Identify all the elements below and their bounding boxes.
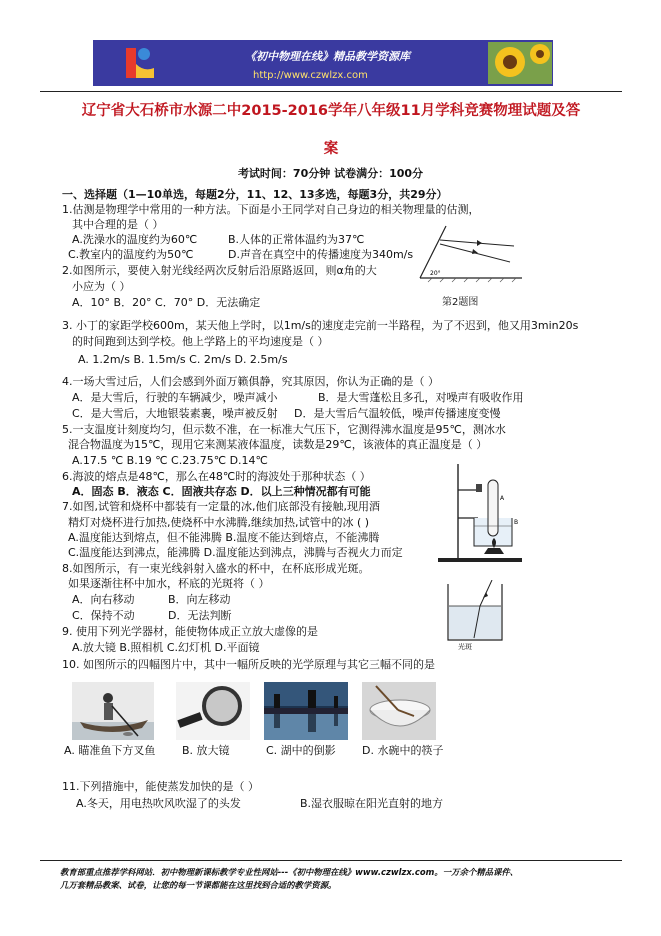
q7-stem: 7.如图,试管和烧杯中都装有一定量的冰,他们底部没有接触,现用酒	[62, 500, 380, 513]
q5-stem-2: 混合物温度为15℃，现用它来测某液体温度，读数是29℃，该液体的真正温度是（ ）	[68, 438, 488, 451]
q11-stem: 11.下列措施中，能使蒸发加快的是（ ）	[62, 780, 259, 793]
q10-image-c-lake	[264, 682, 348, 740]
q8-stem: 8.如图所示，有一束光线斜射入盛水的杯中，在杯底形成光斑。	[62, 562, 370, 575]
q8-figure-label: 光斑	[458, 643, 472, 651]
q1-option-d: D.声音在真空中的传播速度为340m/s	[228, 248, 414, 261]
q8-option-a: A．向右移动	[72, 593, 135, 606]
q2-stem: 2.如图所示，要使入射光线经两次反射后沿原路返回，则α角的大	[62, 264, 377, 277]
q10-image-d-chopsticks	[362, 682, 436, 740]
document-title	[60, 96, 602, 164]
banner-brand: 《初中物理在线》精品教学资源库	[245, 50, 410, 63]
title-line-1: 辽宁省大石桥市水源二中2015-2016学年八年级11月学科竞赛物理试题及答	[81, 103, 581, 119]
q10-caption-b: B. 放大镜	[182, 744, 230, 757]
q7-figure-label-b: B	[514, 519, 519, 526]
q7-options-cd: C.温度能达到沸点，能沸腾 D.温度能达到沸点，沸腾与否视火力而定	[68, 546, 403, 559]
q7-options-ab: A.温度能达到熔点，但不能沸腾 B.温度不能达到熔点，不能沸腾	[68, 531, 380, 544]
q8-stem-2: 如果逐渐往杯中加水，杯底的光斑将（ ）	[68, 577, 270, 590]
exam-info: 考试时间：70分钟 试卷满分：100分	[237, 167, 424, 180]
q10-image-b-magnifier	[176, 682, 250, 740]
q1-stem-2: 其中合理的是（ ）	[72, 218, 164, 231]
q7-figure-label-a: A	[500, 495, 505, 502]
q2-angle-label: 20°	[430, 270, 441, 277]
q6-stem: 6.海波的熔点是48℃，那么在48℃时的海波处于那种状态（ ）	[62, 470, 371, 483]
q1-option-c: C.教室内的温度约为50℃	[68, 248, 194, 261]
q10-caption-a: A. 瞄准鱼下方叉鱼	[64, 744, 156, 757]
q3-options: A. 1.2m/s B. 1.5m/s C. 2m/s D. 2.5m/s	[78, 353, 288, 366]
q2-figure-label: 第2题图	[442, 297, 479, 308]
section-heading: 一、选择题（1—10单选，每题2分，11、12、13多选，每题3分，共29分）	[62, 188, 448, 201]
q8-cup-figure	[444, 580, 506, 646]
q3-stem-2: 的时间跑到达到学校。他上学路上的平均速度是（ ）	[72, 335, 329, 348]
q10-caption-d: D. 水碗中的筷子	[362, 744, 444, 757]
q7-boiling-apparatus	[432, 462, 524, 564]
q2-stem-2: 小应为（ ）	[72, 280, 131, 293]
footer-rule	[40, 860, 622, 861]
q6-options: A．固态 B．液态 C．固液共存态 D．以上三种情况都有可能	[72, 485, 371, 498]
q4-stem: 4.一场大雪过后，人们会感到外面万籁俱静，究其原因，你认为正确的是（ ）	[62, 375, 439, 388]
q1-stem: 1.估测是物理学中常用的一种方法。下面是小王同学对自己身边的相关物理量的估测，	[62, 203, 480, 216]
q4-option-b: B．是大雪蓬松且多孔，对噪声有吸收作用	[318, 391, 524, 404]
q11-option-b: B.湿衣服晾在阳光直射的地方	[300, 797, 444, 810]
q1-option-b: B.人体的正常体温约为37℃	[228, 233, 365, 246]
q9-options: A.放大镜 B.照相机 C.幻灯机 D.平面镜	[72, 641, 260, 654]
q8-option-d: D．无法判断	[168, 609, 232, 622]
q9-stem: 9. 使用下列光学器材，能使物体成正立放大虚像的是	[62, 625, 318, 638]
logo-icon	[124, 44, 156, 82]
q5-stem: 5.一支温度计刻度均匀，但示数不准，在一标准大气压下，它测得沸水温度是95℃，测冰水	[62, 423, 506, 436]
banner-url: http://www.czwlzx.com	[253, 70, 368, 81]
q4-option-c: C．是大雪后，大地银装素裹，噪声被反射	[72, 407, 278, 420]
q2-options: A．10° B．20° C．70° D．无法确定	[72, 296, 261, 309]
q7-stem-2: 精灯对烧杯进行加热,使烧杯中水沸腾,继续加热,试管中的冰 ( )	[68, 516, 370, 529]
sunflower-image	[488, 42, 552, 84]
q2-mirror-figure	[418, 220, 524, 292]
q10-stem: 10. 如图所示的四幅图片中，其中一幅所反映的光学原理与其它三幅不同的是	[62, 658, 435, 671]
q8-option-c: C．保持不动	[72, 609, 135, 622]
footer-line-1: 教育部重点推荐学科网站．初中物理新课标教学专业性网站---《初中物理在线》www.czwlzx.com。一万余个精品课件、	[60, 867, 519, 877]
q4-option-d: D．是大雪后气温较低，噪声传播速度变慢	[294, 407, 501, 420]
q5-options: A.17.5 ℃ B.19 ℃ C.23.75℃ D.14℃	[72, 454, 268, 467]
q10-caption-c: C. 湖中的倒影	[266, 744, 336, 757]
q3-stem: 3. 小丁的家距学校600m，某天他上学时，以1m/s的速度走完前一半路程，为了不迟到，他又用3min20s	[62, 319, 579, 332]
q1-option-a: A.洗澡水的温度约为60℃	[72, 233, 198, 246]
q10-image-a-fishing	[72, 682, 154, 740]
q4-option-a: A．是大雪后，行驶的车辆减少，噪声减小	[72, 391, 278, 404]
title-line-2: 案	[323, 141, 339, 157]
header-rule	[40, 91, 622, 92]
footer-line-2: 几万套精品教案、试卷，让您的每一节课都能在这里找到合适的教学资源。	[60, 880, 337, 890]
header-banner	[93, 40, 553, 86]
q8-option-b: B．向左移动	[168, 593, 231, 606]
q11-option-a: A.冬天，用电热吹风吹湿了的头发	[76, 797, 241, 810]
